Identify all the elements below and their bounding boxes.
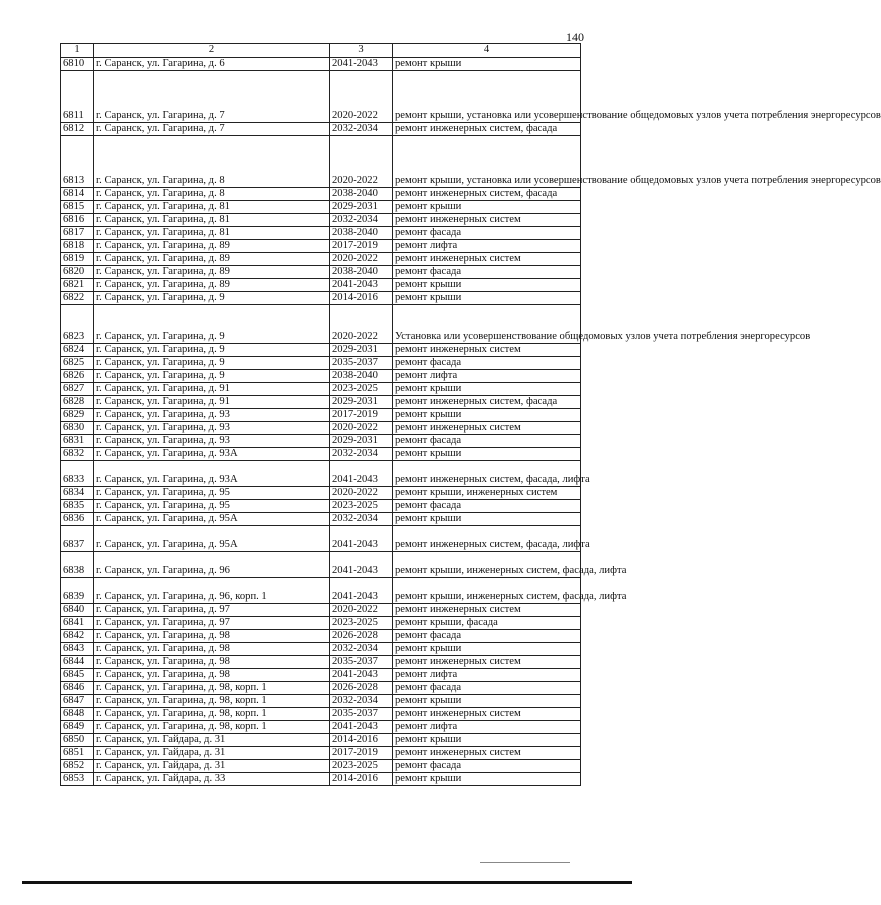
period-cell: 2032-2034 [330,513,393,526]
work-type-cell: ремонт инженерных систем, фасада, лифта [393,461,581,487]
period-cell: 2020-2022 [330,136,393,188]
work-type-cell: ремонт инженерных систем [393,253,581,266]
period-cell: 2035-2037 [330,357,393,370]
address-cell: г. Саранск, ул. Гагарина, д. 98 [94,656,330,669]
row-number: 6810 [61,58,94,71]
table-header-row [61,44,581,58]
address-cell: г. Саранск, ул. Гагарина, д. 89 [94,266,330,279]
table-row [61,604,581,617]
table-row [61,578,581,604]
address-cell: г. Саранск, ул. Гагарина, д. 96 [94,552,330,578]
period-cell: 2038-2040 [330,370,393,383]
row-number: 6837 [61,526,94,552]
table-row [61,279,581,292]
work-type-cell: ремонт крыши, инженерных систем, фасада, лифта [393,552,581,578]
address-cell: г. Саранск, ул. Гагарина, д. 81 [94,214,330,227]
row-number: 6832 [61,448,94,461]
address-cell: г. Саранск, ул. Гагарина, д. 89 [94,253,330,266]
period-cell: 2041-2043 [330,279,393,292]
work-type-cell: ремонт крыши, инженерных систем [393,487,581,500]
work-type-cell: ремонт крыши [393,448,581,461]
work-type-cell: ремонт инженерных систем [393,656,581,669]
table-row [61,435,581,448]
row-number: 6840 [61,604,94,617]
address-cell: г. Саранск, ул. Гагарина, д. 93 [94,435,330,448]
period-cell: 2029-2031 [330,435,393,448]
address-cell: г. Саранск, ул. Гагарина, д. 98, корп. 1 [94,682,330,695]
period-cell: 2032-2034 [330,123,393,136]
table-row [61,656,581,669]
address-cell: г. Саранск, ул. Гагарина, д. 95А [94,513,330,526]
table-row [61,214,581,227]
table-row [61,357,581,370]
column-header-period: 3 [330,44,393,58]
work-type-cell: ремонт инженерных систем, фасада [393,123,581,136]
row-number: 6836 [61,513,94,526]
period-cell: 2020-2022 [330,604,393,617]
table-row [61,695,581,708]
address-cell: г. Саранск, ул. Гагарина, д. 97 [94,617,330,630]
address-cell: г. Саранск, ул. Гагарина, д. 9 [94,292,330,305]
row-number: 6838 [61,552,94,578]
table-row [61,123,581,136]
address-cell: г. Саранск, ул. Гагарина, д. 9 [94,305,330,344]
table-row [61,487,581,500]
period-cell: 2035-2037 [330,708,393,721]
work-type-cell: ремонт крыши [393,734,581,747]
work-type-cell: ремонт лифта [393,370,581,383]
work-type-cell: ремонт фасада [393,266,581,279]
work-type-cell: ремонт инженерных систем [393,708,581,721]
work-type-cell: ремонт крыши [393,513,581,526]
address-cell: г. Саранск, ул. Гагарина, д. 98 [94,669,330,682]
work-type-cell: ремонт инженерных систем, фасада [393,396,581,409]
work-type-cell: ремонт фасада [393,500,581,513]
table-row [61,500,581,513]
row-number: 6824 [61,344,94,357]
period-cell: 2029-2031 [330,396,393,409]
table-row [61,227,581,240]
period-cell: 2041-2043 [330,552,393,578]
work-type-cell: ремонт инженерных систем [393,747,581,760]
period-cell: 2020-2022 [330,253,393,266]
work-type-cell: ремонт крыши [393,201,581,214]
address-cell: г. Саранск, ул. Гагарина, д. 98 [94,643,330,656]
period-cell: 2041-2043 [330,526,393,552]
period-cell: 2020-2022 [330,71,393,123]
row-number: 6853 [61,773,94,786]
address-cell: г. Саранск, ул. Гагарина, д. 98 [94,630,330,643]
row-number: 6816 [61,214,94,227]
period-cell: 2038-2040 [330,266,393,279]
period-cell: 2032-2034 [330,643,393,656]
row-number: 6835 [61,500,94,513]
address-cell: г. Саранск, ул. Гагарина, д. 95А [94,526,330,552]
address-cell: г. Саранск, ул. Гагарина, д. 89 [94,240,330,253]
row-number: 6825 [61,357,94,370]
work-type-cell: ремонт крыши [393,292,581,305]
table-row [61,266,581,279]
work-type-cell: ремонт инженерных систем [393,604,581,617]
period-cell: 2014-2016 [330,734,393,747]
table-row [61,370,581,383]
table-row [61,721,581,734]
work-type-cell: ремонт фасада [393,630,581,643]
work-type-cell: ремонт крыши, инженерных систем, фасада, лифта [393,578,581,604]
row-number: 6811 [61,71,94,123]
period-cell: 2023-2025 [330,383,393,396]
row-number: 6849 [61,721,94,734]
table-row [61,71,581,123]
page-bottom-rule [22,881,632,884]
period-cell: 2041-2043 [330,58,393,71]
period-cell: 2035-2037 [330,656,393,669]
row-number: 6839 [61,578,94,604]
address-cell: г. Саранск, ул. Гагарина, д. 89 [94,279,330,292]
work-type-cell: ремонт инженерных систем [393,214,581,227]
table-row [61,643,581,656]
work-type-cell: ремонт крыши [393,409,581,422]
row-number: 6826 [61,370,94,383]
period-cell: 2020-2022 [330,422,393,435]
work-type-cell: ремонт лифта [393,721,581,734]
period-cell: 2038-2040 [330,227,393,240]
period-cell: 2038-2040 [330,188,393,201]
address-cell: г. Саранск, ул. Гагарина, д. 91 [94,396,330,409]
row-number: 6852 [61,760,94,773]
period-cell: 2020-2022 [330,305,393,344]
work-type-cell: ремонт лифта [393,669,581,682]
address-cell: г. Саранск, ул. Гагарина, д. 98, корп. 1 [94,708,330,721]
row-number: 6843 [61,643,94,656]
address-cell: г. Саранск, ул. Гагарина, д. 98, корп. 1 [94,695,330,708]
address-cell: г. Саранск, ул. Гагарина, д. 81 [94,227,330,240]
table-row [61,747,581,760]
column-header-work-type: 4 [393,44,581,58]
column-header-address: 2 [94,44,330,58]
table-row [61,240,581,253]
work-type-cell: ремонт крыши [393,773,581,786]
row-number: 6841 [61,617,94,630]
period-cell: 2026-2028 [330,682,393,695]
row-number: 6821 [61,279,94,292]
work-type-cell: ремонт лифта [393,240,581,253]
address-cell: г. Саранск, ул. Гагарина, д. 9 [94,370,330,383]
work-type-cell: ремонт фасада [393,682,581,695]
period-cell: 2029-2031 [330,344,393,357]
table-row [61,292,581,305]
row-number: 6847 [61,695,94,708]
table-row [61,383,581,396]
row-number: 6820 [61,266,94,279]
address-cell: г. Саранск, ул. Гагарина, д. 6 [94,58,330,71]
row-number: 6850 [61,734,94,747]
row-number: 6822 [61,292,94,305]
period-cell: 2023-2025 [330,617,393,630]
address-cell: г. Саранск, ул. Гагарина, д. 93А [94,448,330,461]
row-number: 6814 [61,188,94,201]
period-cell: 2032-2034 [330,695,393,708]
period-cell: 2029-2031 [330,201,393,214]
row-number: 6823 [61,305,94,344]
period-cell: 2041-2043 [330,669,393,682]
table-row [61,682,581,695]
period-cell: 2032-2034 [330,448,393,461]
table-row [61,136,581,188]
table-row [61,708,581,721]
address-cell: г. Саранск, ул. Гагарина, д. 91 [94,383,330,396]
period-cell: 2017-2019 [330,747,393,760]
row-number: 6812 [61,123,94,136]
work-type-cell: ремонт крыши, фасада [393,617,581,630]
table-row [61,396,581,409]
work-type-cell: ремонт фасада [393,760,581,773]
row-number: 6833 [61,461,94,487]
period-cell: 2032-2034 [330,214,393,227]
period-cell: 2014-2016 [330,773,393,786]
work-type-cell: Установка или усовершенствование общедомовых узлов учета потребления энергоресурсов [393,305,581,344]
address-cell: г. Саранск, ул. Гагарина, д. 81 [94,201,330,214]
row-number: 6828 [61,396,94,409]
address-cell: г. Саранск, ул. Гагарина, д. 98, корп. 1 [94,721,330,734]
period-cell: 2041-2043 [330,578,393,604]
row-number: 6846 [61,682,94,695]
period-cell: 2041-2043 [330,721,393,734]
address-cell: г. Саранск, ул. Гагарина, д. 97 [94,604,330,617]
period-cell: 2041-2043 [330,461,393,487]
table-row [61,58,581,71]
row-number: 6818 [61,240,94,253]
address-cell: г. Саранск, ул. Гагарина, д. 95 [94,487,330,500]
address-cell: г. Саранск, ул. Гагарина, д. 95 [94,500,330,513]
work-type-cell: ремонт крыши, установка или усовершенствование общедомовых узлов учета потребления энергоресурсов [393,136,581,188]
address-cell: г. Саранск, ул. Гагарина, д. 93А [94,461,330,487]
table-row [61,253,581,266]
table-row [61,188,581,201]
address-cell: г. Саранск, ул. Гагарина, д. 8 [94,188,330,201]
work-type-cell: ремонт фасада [393,435,581,448]
table-row [61,630,581,643]
row-number: 6851 [61,747,94,760]
address-cell: г. Саранск, ул. Гайдара, д. 33 [94,773,330,786]
work-type-cell: ремонт крыши [393,695,581,708]
address-cell: г. Саранск, ул. Гагарина, д. 9 [94,357,330,370]
period-cell: 2014-2016 [330,292,393,305]
row-number: 6834 [61,487,94,500]
work-type-cell: ремонт инженерных систем, фасада, лифта [393,526,581,552]
table-body [61,58,881,786]
scan-artifact-mark [480,862,570,863]
work-type-cell: ремонт инженерных систем [393,344,581,357]
address-cell: г. Саранск, ул. Гайдара, д. 31 [94,760,330,773]
address-cell: г. Саранск, ул. Гагарина, д. 93 [94,422,330,435]
table-row [61,734,581,747]
address-cell: г. Саранск, ул. Гайдара, д. 31 [94,734,330,747]
table-row [61,448,581,461]
work-type-cell: ремонт крыши, установка или усовершенствование общедомовых узлов учета потребления энергоресурсов [393,71,581,123]
work-type-cell: ремонт инженерных систем [393,422,581,435]
work-type-cell: ремонт инженерных систем, фасада [393,188,581,201]
period-cell: 2023-2025 [330,760,393,773]
table-row [61,617,581,630]
address-cell: г. Саранск, ул. Гагарина, д. 9 [94,344,330,357]
work-type-cell: ремонт крыши [393,58,581,71]
address-cell: г. Саранск, ул. Гагарина, д. 8 [94,136,330,188]
row-number: 6831 [61,435,94,448]
row-number: 6817 [61,227,94,240]
work-type-cell: ремонт крыши [393,643,581,656]
table-row [61,409,581,422]
work-type-cell: ремонт фасада [393,227,581,240]
work-type-cell: ремонт фасада [393,357,581,370]
period-cell: 2020-2022 [330,487,393,500]
row-number: 6829 [61,409,94,422]
period-cell: 2026-2028 [330,630,393,643]
row-number: 6819 [61,253,94,266]
table-row [61,201,581,214]
table-row [61,461,581,487]
work-type-cell: ремонт крыши [393,383,581,396]
table-row [61,760,581,773]
row-number: 6844 [61,656,94,669]
period-cell: 2017-2019 [330,409,393,422]
table-row [61,526,581,552]
work-type-cell: ремонт крыши [393,279,581,292]
row-number: 6813 [61,136,94,188]
row-number: 6845 [61,669,94,682]
row-number: 6830 [61,422,94,435]
address-cell: г. Саранск, ул. Гайдара, д. 31 [94,747,330,760]
table-row [61,344,581,357]
column-header-number: 1 [61,44,94,58]
table-row [61,773,581,786]
row-number: 6827 [61,383,94,396]
table-row [61,422,581,435]
repair-schedule-table [60,43,881,786]
period-cell: 2017-2019 [330,240,393,253]
row-number: 6848 [61,708,94,721]
period-cell: 2023-2025 [330,500,393,513]
page-number: 140 [566,30,584,44]
row-number: 6842 [61,630,94,643]
address-cell: г. Саранск, ул. Гагарина, д. 93 [94,409,330,422]
address-cell: г. Саранск, ул. Гагарина, д. 7 [94,71,330,123]
table-row [61,513,581,526]
table-row [61,305,581,344]
address-cell: г. Саранск, ул. Гагарина, д. 7 [94,123,330,136]
address-cell: г. Саранск, ул. Гагарина, д. 96, корп. 1 [94,578,330,604]
table-row [61,669,581,682]
table-row [61,552,581,578]
row-number: 6815 [61,201,94,214]
